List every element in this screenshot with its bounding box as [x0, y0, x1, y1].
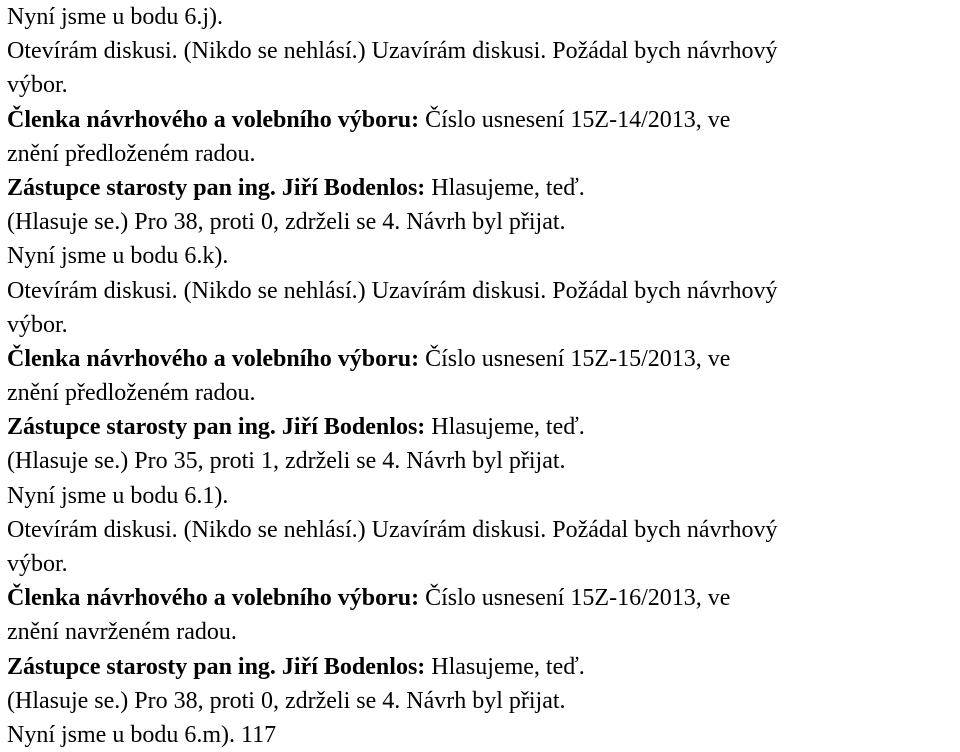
line-text: Hlasujeme, teď. [425, 653, 585, 680]
line-text: Nyní jsme u bodu 6.k). [7, 243, 229, 270]
line-text: Hlasujeme, teď. [425, 174, 585, 201]
transcript-line [7, 0, 957, 34]
transcript-line [7, 444, 957, 478]
transcript-line [7, 137, 957, 171]
line-text: výbor. [7, 72, 68, 99]
speaker-name: Členka návrhového a volebního výboru: [7, 345, 420, 372]
line-text: (Hlasuje se.) Pro 38, proti 0, zdrželi se 4. Návrh byl přijat. [7, 687, 566, 714]
transcript-line [7, 615, 957, 649]
speaker-name: Členka návrhového a volebního výboru: [7, 106, 420, 133]
line-text: znění předloženém radou. [7, 380, 256, 407]
transcript-line [7, 205, 957, 239]
transcript-line [7, 410, 957, 444]
transcript-line [7, 513, 957, 547]
transcript-line [7, 547, 957, 581]
line-text: Nyní jsme u bodu 6.m). 117 [7, 721, 277, 748]
transcript-line [7, 581, 957, 615]
line-text: Hlasujeme, teď. [425, 414, 585, 441]
transcript-line [7, 684, 957, 718]
transcript-line [7, 239, 957, 273]
speaker-name: Členka návrhového a volebního výboru: [7, 585, 420, 612]
line-text: Otevírám diskusi. (Nikdo se nehlásí.) Uzavírám diskusi. Požádal bych návrhový [7, 38, 778, 65]
transcript-line [7, 479, 957, 513]
transcript-line [7, 274, 957, 308]
transcript-line [7, 68, 957, 102]
transcript-line [7, 308, 957, 342]
line-text: (Hlasuje se.) Pro 35, proti 1, zdrželi se 4. Návrh byl přijat. [7, 448, 566, 475]
line-text: znění předloženém radou. [7, 140, 256, 167]
line-text: Nyní jsme u bodu 6.1). [7, 482, 229, 509]
line-text: Číslo usnesení 15Z-14/2013, ve [419, 106, 731, 133]
line-text: Otevírám diskusi. (Nikdo se nehlásí.) Uzavírám diskusi. Požádal bych návrhový [7, 516, 778, 543]
transcript-line [7, 171, 957, 205]
transcript-line [7, 650, 957, 684]
speaker-name: Zástupce starosty pan ing. Jiří Bodenlos: [7, 653, 426, 680]
line-text: (Hlasuje se.) Pro 38, proti 0, zdrželi se 4. Návrh byl přijat. [7, 209, 566, 236]
line-text: výbor. [7, 311, 68, 338]
transcript-line [7, 376, 957, 410]
transcript-line [7, 34, 957, 68]
transcript-page [7, 0, 957, 752]
line-text: výbor. [7, 551, 68, 577]
line-text: Otevírám diskusi. (Nikdo se nehlásí.) Uzavírám diskusi. Požádal bych návrhový [7, 277, 778, 304]
line-text: Nyní jsme u bodu 6.j). [7, 4, 223, 30]
line-text: znění navrženém radou. [7, 619, 237, 646]
transcript-line [7, 718, 957, 752]
transcript-line [7, 342, 957, 376]
line-text: Číslo usnesení 15Z-15/2013, ve [419, 345, 731, 372]
speaker-name: Zástupce starosty pan ing. Jiří Bodenlos: [7, 414, 426, 441]
transcript-line [7, 103, 957, 137]
line-text: Číslo usnesení 15Z-16/2013, ve [419, 585, 731, 612]
speaker-name: Zástupce starosty pan ing. Jiří Bodenlos: [7, 174, 426, 201]
